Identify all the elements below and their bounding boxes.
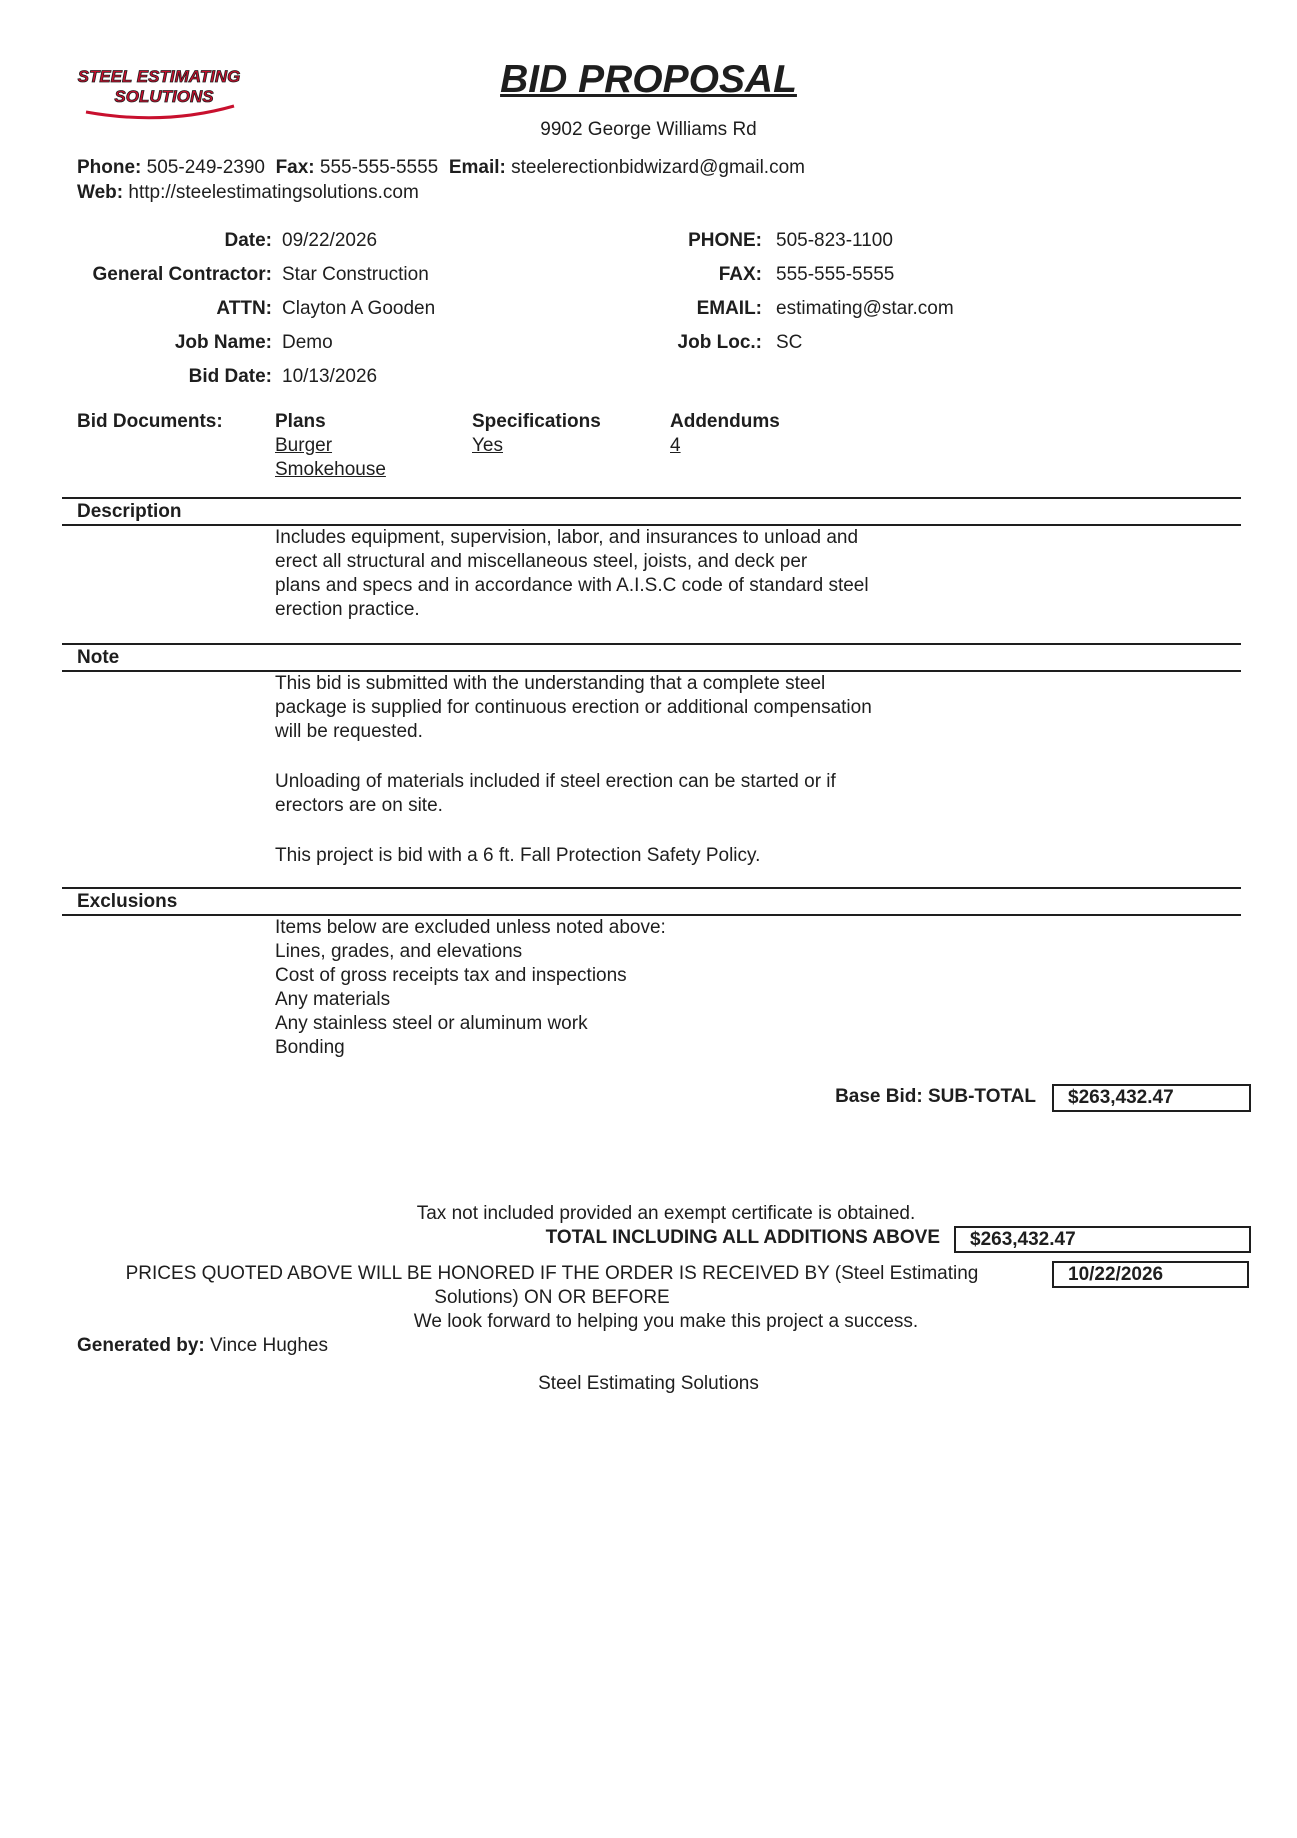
logo-text-line1: STEEL ESTIMATING [77,67,241,86]
footer-company-name: Steel Estimating Solutions [538,1373,759,1394]
plans-value-line2[interactable]: Smokehouse [275,459,386,480]
subtotal-label: Base Bid: SUB-TOTAL [835,1086,1036,1107]
job-location-value: SC [776,332,803,353]
company-phone: 505-249-2390 [146,157,265,178]
note-title: Note [77,647,120,668]
gc-phone-value: 505-823-1100 [776,230,893,251]
generated-by-line [77,1334,328,1358]
exclusions-top-rule [62,887,1241,889]
phone-label: Phone: [77,157,142,178]
company-contact-line [77,156,805,180]
attn-label: ATTN: [216,298,272,319]
total-value: $263,432.47 [970,1229,1076,1250]
subtotal-value: $263,432.47 [1068,1087,1174,1108]
gc-email-value: estimating@star.com [776,298,954,319]
description-title: Description [77,501,182,522]
company-fax: 555-555-5555 [319,157,439,178]
company-address: 9902 George Williams Rd [540,119,757,140]
note-text-2: Unloading of materials included if steel erection can be started or if erectors are on site. [275,771,836,816]
attn-value: Clayton A Gooden [282,298,436,319]
gc-email-label: EMAIL: [696,298,762,319]
plans-header: Plans [275,411,326,432]
job-name-label: Job Name: [174,332,272,353]
subtotal-box [1052,1084,1251,1112]
contractor-value: Star Construction [282,264,429,285]
tax-note: Tax not included provided an exempt certificate is obtained. [416,1203,916,1224]
exclusion-item: Any materials [275,989,391,1010]
page-title: BID PROPOSAL [500,58,797,101]
logo-text-line2: SOLUTIONS [114,87,214,106]
note-text-1: This bid is submitted with the understanding that a complete steel package is supplied for continuous erection or additional compensation will be requested. [275,673,872,742]
addendums-header: Addendums [670,411,780,432]
honor-date-box [1052,1261,1249,1288]
honor-line-2: Solutions) ON OR BEFORE [434,1287,670,1308]
logo-swoosh [86,106,234,118]
company-web-line [77,181,419,205]
exclusion-item: Any stainless steel or aluminum work [275,1013,588,1034]
exclusion-item: Items below are excluded unless noted above: [275,917,666,938]
exclusion-item: Bonding [275,1037,345,1058]
look-forward-text: We look forward to helping you make this project a success. [413,1311,919,1332]
email-label: Email: [448,157,506,178]
web-label: Web: [77,182,124,203]
gc-fax-label: FAX: [718,264,762,285]
bid-documents-label: Bid Documents: [77,411,223,432]
generated-by-name: Vince Hughes [210,1335,328,1356]
generated-by-label: Generated by: [77,1335,205,1356]
date-value: 09/22/2026 [282,230,378,251]
job-name-value: Demo [282,332,333,353]
date-label: Date: [224,230,272,251]
honor-line-1: PRICES QUOTED ABOVE WILL BE HONORED IF THE ORDER IS RECEIVED BY (Steel Estimating [125,1263,979,1284]
bid-date-value: 10/13/2026 [282,366,378,387]
description-text: Includes equipment, supervision, labor, and insurances to unload and erect all structural and miscellaneous steel, joists, and deck per plans and specs and in accordance with A.I.S.C code of standard steel erection practice. [275,527,869,620]
note-text-3: This project is bid with a 6 ft. Fall Protection Safety Policy. [275,845,761,866]
addendums-value[interactable]: 4 [670,435,681,456]
plans-value-line1[interactable]: Burger [275,435,333,456]
gc-fax-value: 555-555-5555 [776,264,895,285]
honor-date: 10/22/2026 [1068,1264,1164,1285]
note-top-rule [62,643,1241,645]
exclusion-item: Lines, grades, and elevations [275,941,523,962]
description-top-rule [62,497,1241,499]
total-box [954,1226,1251,1253]
gc-phone-label: PHONE: [688,230,762,251]
specifications-header: Specifications [472,411,601,432]
exclusions-list [275,916,975,1060]
fax-label: Fax: [275,157,315,178]
company-email: steelerectionbidwizard@gmail.com [511,157,805,178]
exclusions-title: Exclusions [77,891,178,912]
job-location-label: Job Loc.: [677,332,762,353]
company-web: http://steelestimatingsolutions.com [128,182,419,203]
bid-date-label: Bid Date: [188,366,272,387]
exclusion-item: Cost of gross receipts tax and inspections [275,965,627,986]
specifications-value[interactable]: Yes [472,435,503,456]
contractor-label: General Contractor: [92,264,272,285]
total-label: TOTAL INCLUDING ALL ADDITIONS ABOVE [545,1227,940,1248]
